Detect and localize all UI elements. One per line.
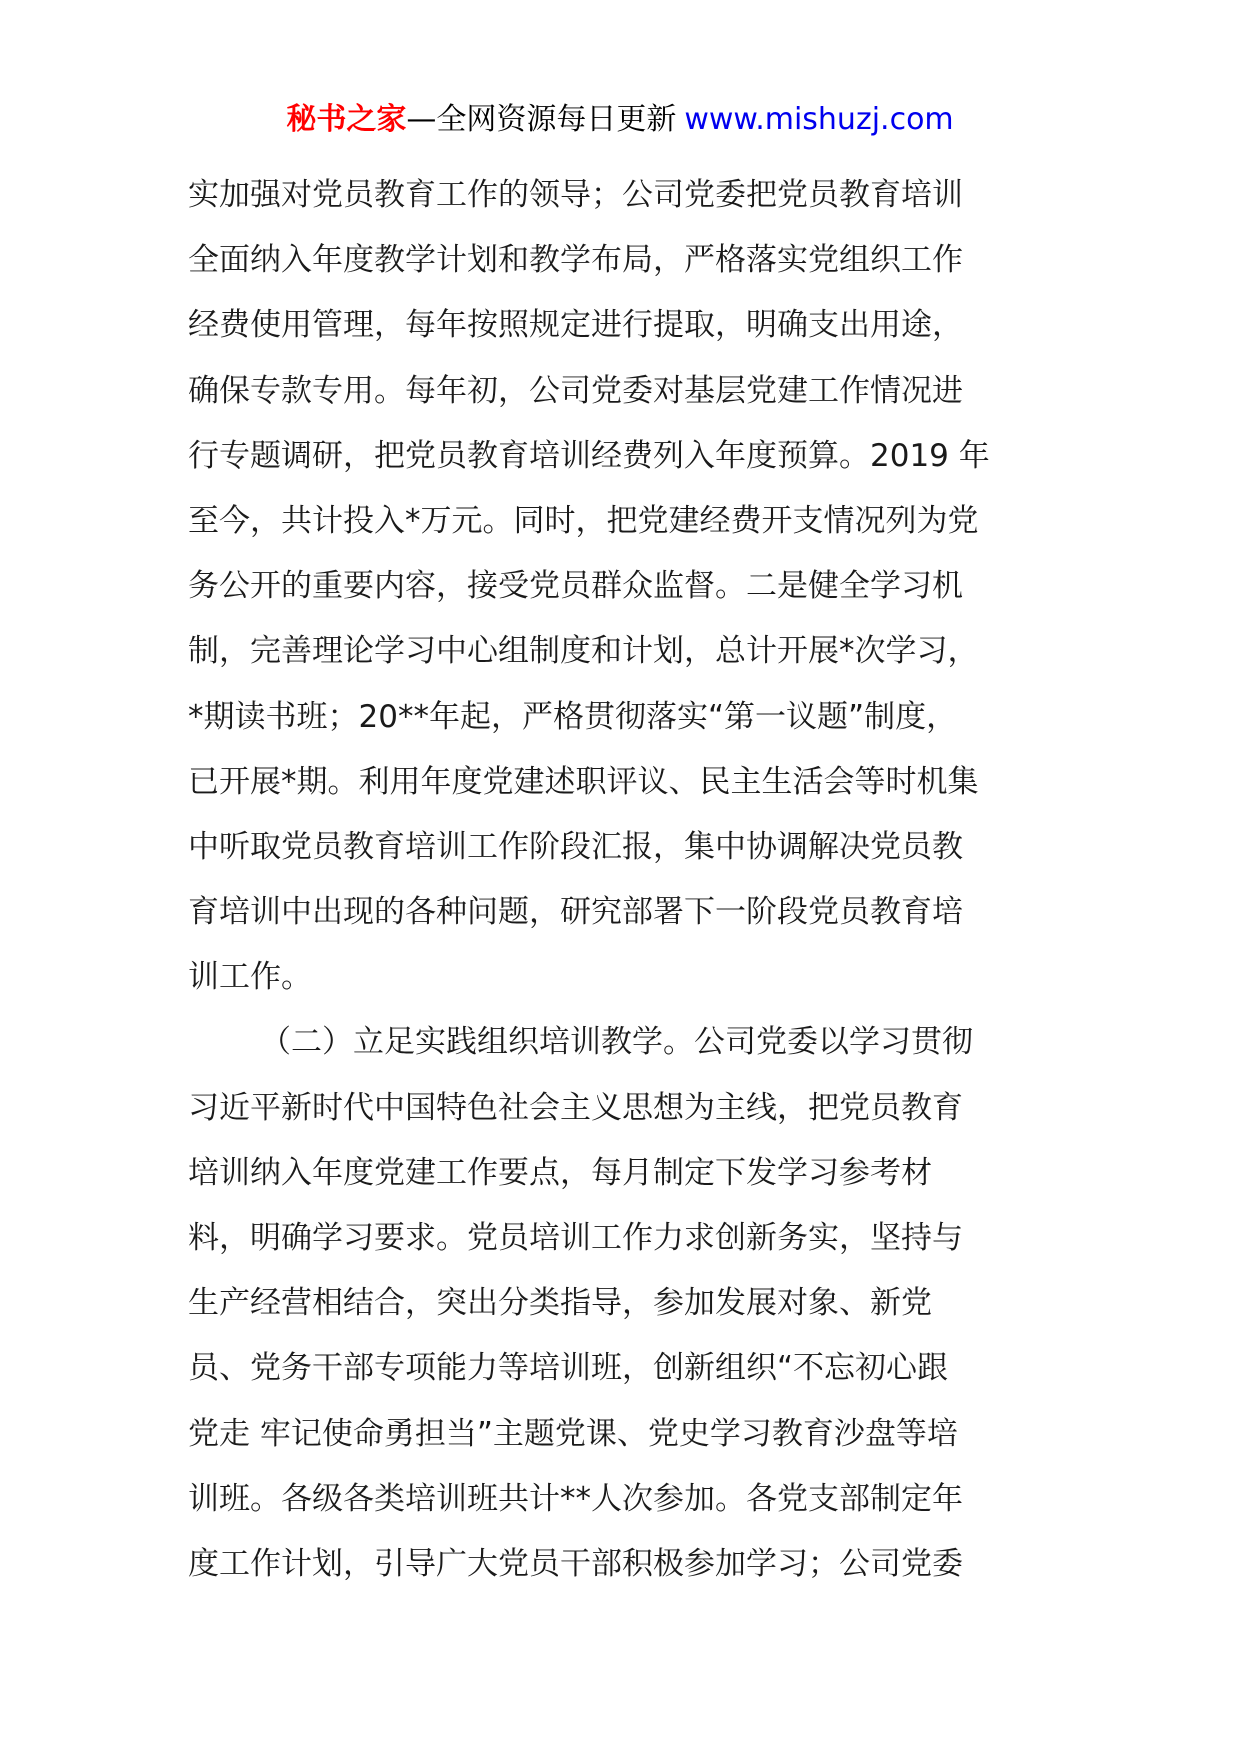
text-line: 务公开的重要内容，接受党员群众监督。二是健全学习机 bbox=[188, 568, 963, 605]
text-line: 经费使用管理，每年按照规定进行提取，明确支出用途， bbox=[188, 307, 963, 344]
site-slogan: —全网资源每日更新 bbox=[406, 102, 677, 137]
site-header bbox=[0, 100, 1240, 140]
text-line: 度工作计划，引导广大党员干部积极参加学习；公司党委 bbox=[188, 1545, 963, 1582]
text-line: 中听取党员教育培训工作阶段汇报，集中协调解决党员教 bbox=[188, 828, 963, 865]
text-line: 生产经营相结合，突出分类指导，参加发展对象、新党 bbox=[188, 1285, 932, 1322]
text-line: 全面纳入年度教学计划和教学布局，严格落实党组织工作 bbox=[188, 242, 963, 279]
text-line: 实加强对党员教育工作的领导；公司党委把党员教育培训 bbox=[188, 177, 963, 213]
text-line: 习近平新时代中国特色社会主义思想为主线，把党员教育 bbox=[188, 1089, 963, 1126]
document-body bbox=[188, 163, 1058, 1597]
text-line: 育培训中出现的各种问题，研究部署下一阶段党员教育培 bbox=[188, 894, 963, 931]
text-line: 员、党务干部专项能力等培训班，创新组织“不忘初心跟 bbox=[188, 1350, 949, 1387]
text-line: 料，明确学习要求。党员培训工作力求创新务实，坚持与 bbox=[188, 1220, 963, 1256]
text-line: 党走 牢记使命勇担当”主题党课、党史学习教育沙盘等培 bbox=[188, 1415, 958, 1452]
text-line: 制，完善理论学习中心组制度和计划，总计开展*次学习， bbox=[188, 633, 979, 670]
text-line: 至今，共计投入*万元。同时，把党建经费开支情况列为党 bbox=[188, 502, 979, 539]
text-line: 训班。各级各类培训班共计**人次参加。各党支部制定年 bbox=[188, 1480, 963, 1517]
text-line: 确保专款专用。每年初，公司党委对基层党建工作情况进 bbox=[188, 372, 963, 409]
text-line: *期读书班；20**年起，严格贯彻落实“第一议题”制度， bbox=[188, 698, 958, 735]
text-line: 行专题调研，把党员教育培训经费列入年度预算。2019 年 bbox=[188, 437, 990, 474]
text-line: 已开展*期。利用年度党建述职评议、民主生活会等时机集 bbox=[188, 763, 979, 800]
site-url-link[interactable]: www.mishuzj.com bbox=[684, 102, 954, 137]
site-brand: 秘书之家 bbox=[286, 102, 407, 137]
text-line: 培训纳入年度党建工作要点，每月制定下发学习参考材 bbox=[188, 1154, 932, 1191]
section-heading-line: （二）立足实践组织培训教学。公司党委以学习贯彻 bbox=[260, 1024, 973, 1061]
text-line: 训工作。 bbox=[188, 959, 312, 996]
